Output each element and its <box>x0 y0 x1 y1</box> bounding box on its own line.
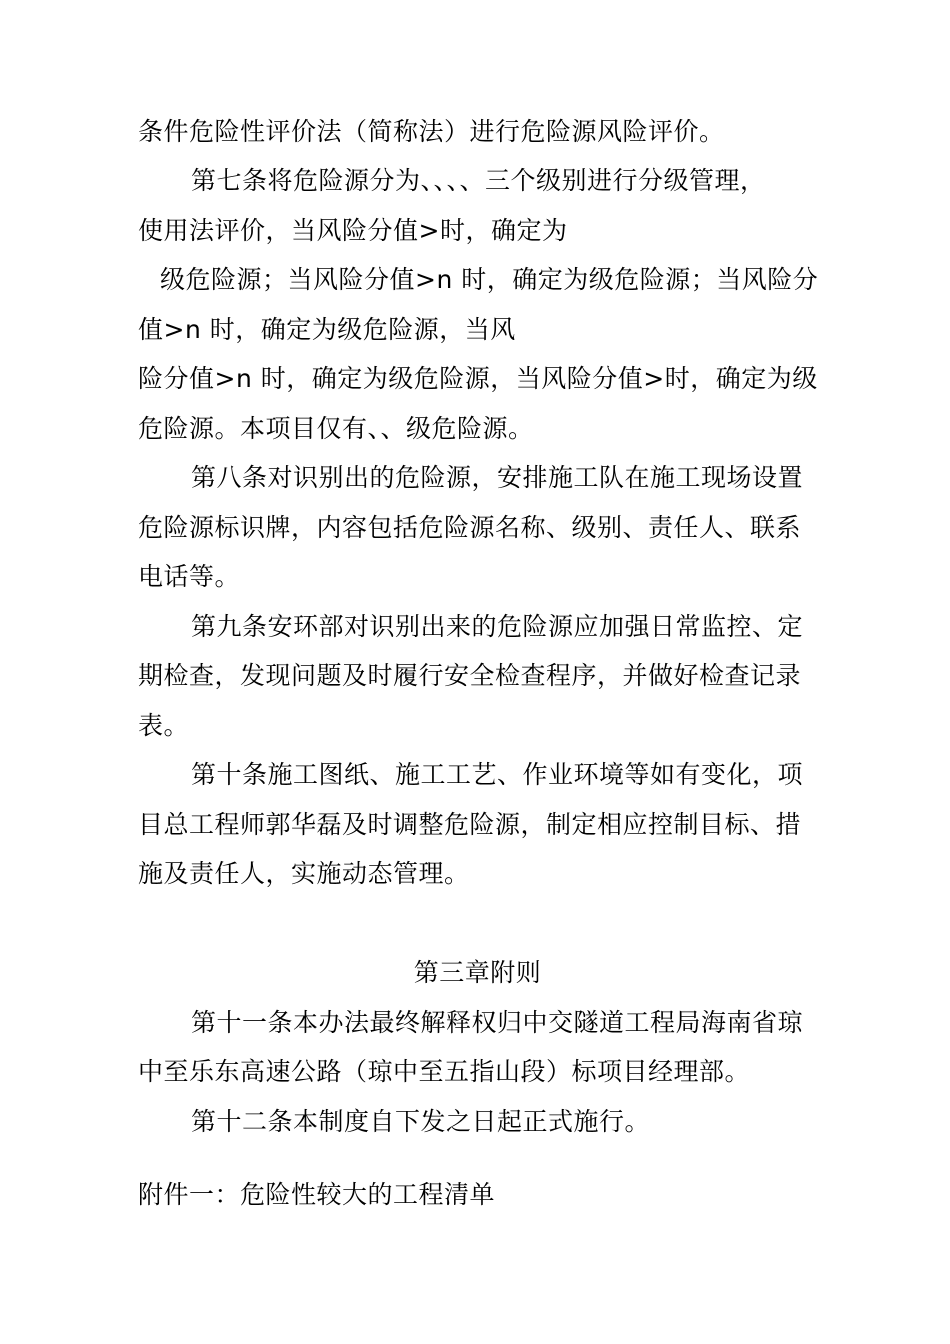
text-line-1: 条件危险性评价法（简称法）进行危险源风险评价。 <box>138 117 725 146</box>
article-8-line-1: 第八条对识别出的危险源，安排施工队在施工现场设置 <box>191 463 804 492</box>
article-9-line-3: 表。 <box>138 711 190 740</box>
article-11-line-2: 中至乐东高速公路（琼中至五指山段）标项目经理部。 <box>138 1057 751 1086</box>
article-7-line-2: 使用法评价，当风险分值>时，确定为 <box>138 216 568 245</box>
article-11-line-1: 第十一条本办法最终解释权归中交隧道工程局海南省琼 <box>191 1008 804 1037</box>
article-10-line-2: 目总工程师郭华磊及时调整危险源，制定相应控制目标、措 <box>138 810 802 839</box>
article-10-line-1: 第十条施工图纸、施工工艺、作业环境等如有变化，项 <box>191 760 804 789</box>
chapter-title: 第三章附则 <box>413 958 542 987</box>
attachment-title: 附件一：危险性较大的工程清单 <box>138 1180 496 1209</box>
article-7-line-6: 危险源。本项目仅有、、级危险源。 <box>138 414 534 443</box>
article-9-line-2: 期检查，发现问题及时履行安全检查程序，并做好检查记录 <box>138 661 802 690</box>
article-10-line-3: 施及责任人，实施动态管理。 <box>138 859 470 888</box>
article-8-line-3: 电话等。 <box>138 562 241 591</box>
article-7-line-4: 值>n 时，确定为级危险源，当风 <box>138 315 516 344</box>
article-12-line-1: 第十二条本制度自下发之日起正式施行。 <box>191 1107 651 1136</box>
article-7-line-1: 第七条将危险源分为、、、、三个级别进行分级管理， <box>191 166 766 195</box>
article-7-line-5: 险分值>n 时，确定为级危险源，当风险分值>时，确定为级 <box>138 364 818 393</box>
article-9-line-1: 第九条安环部对识别出来的危险源应加强日常监控、定 <box>191 612 804 641</box>
article-8-line-2: 危险源标识牌，内容包括危险源名称、级别、责任人、联系 <box>138 513 802 542</box>
article-7-line-3: 级危险源；当风险分值>n 时，确定为级危险源；当风险分 <box>160 265 819 294</box>
